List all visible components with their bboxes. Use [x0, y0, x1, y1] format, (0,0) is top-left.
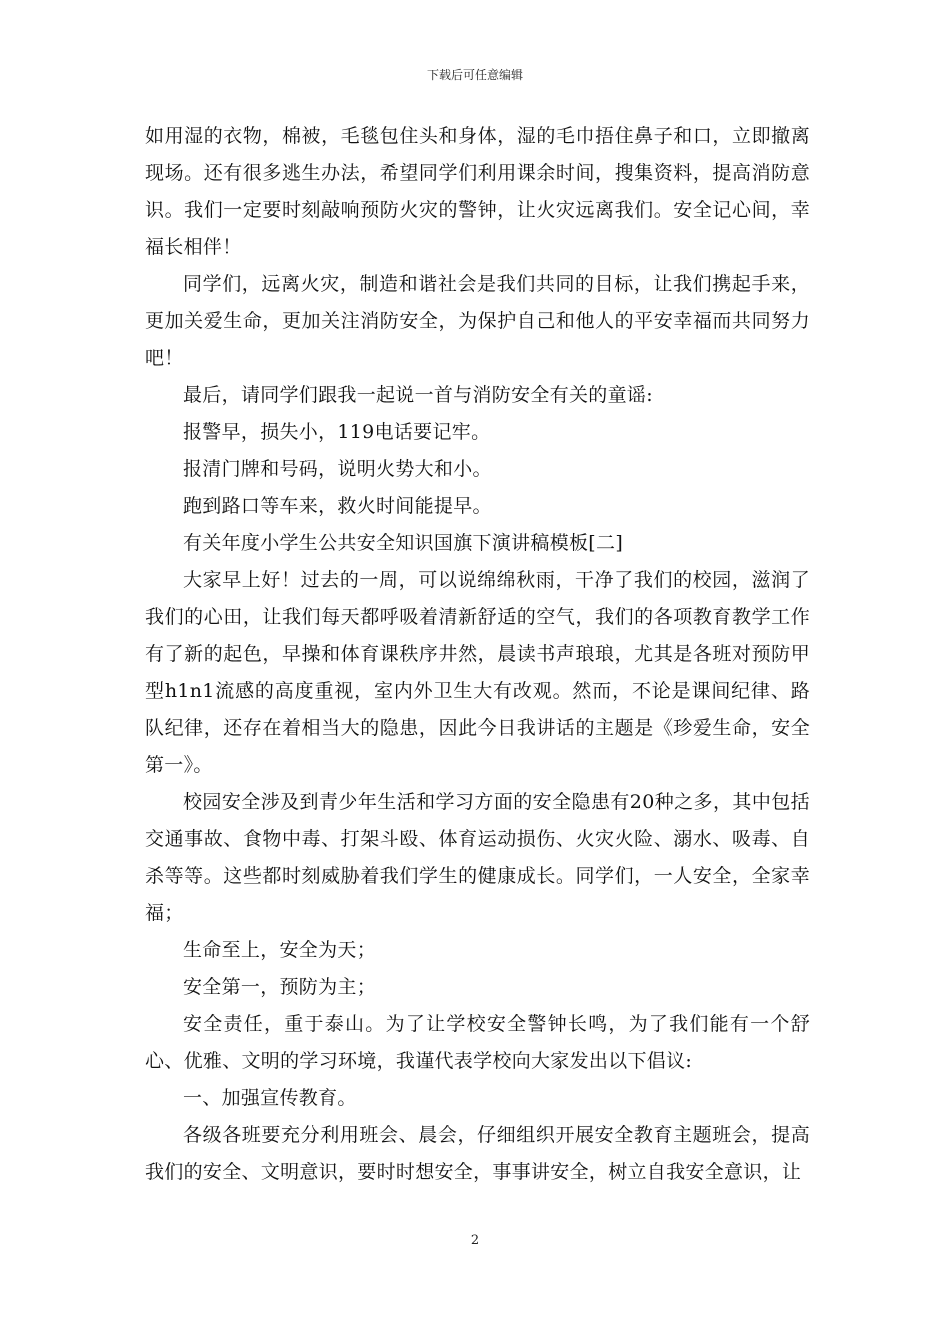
paragraph: 大家早上好！过去的一周，可以说绵绵秋雨，干净了我们的校园，滋润了我们的心田，让我们每天都呼吸着清新舒适的空气，我们的各项教育教学工作有了新的起色，早操和体育课秩序井然，晨读书声琅琅，尤其是各班对预防甲型h1n1流感的高度重视，室内外卫生大有改观。然而，不论是课间纪律、路队纪律，还存在着相当大的隐患，因此今日我讲话的主题是《珍爱生命，安全第一》。	[145, 569, 810, 776]
paragraph: 安全责任，重于泰山。为了让学校安全警钟长鸣，为了我们能有一个舒心、优雅、文明的学习环境，我谨代表学校向大家发出以下倡议:	[145, 1013, 810, 1072]
paragraph: 报警早，损失小，119电话要记牢。	[183, 421, 491, 443]
paragraph: 各级各班要充分利用班会、晨会，仔细组织开展安全教育主题班会，提高我们的安全、文明意识，要时时想安全，事事讲安全，树立自我安全意识，让	[145, 1124, 810, 1183]
paragraph: 同学们，远离火灾，制造和谐社会是我们共同的目标，让我们携起手来，更加关爱生命，更加关注消防安全，为保护自己和他人的平安幸福而共同努力吧！	[145, 273, 810, 369]
page-header: 下载后可任意编辑	[426, 68, 523, 82]
paragraph: 校园安全涉及到青少年生活和学习方面的安全隐患有20种之多，其中包括交通事故、食物中毒、打架斗殴、体育运动损伤、火灾火险、溺水、吸毒、自杀等等。这些都时刻威胁着我们学生的健康成长。同学们，一人安全，全家幸福；	[145, 791, 810, 924]
paragraph: 最后，请同学们跟我一起说一首与消防安全有关的童谣:	[183, 384, 653, 406]
paragraph: 生命至上，安全为天；	[183, 939, 377, 961]
paragraph: 报清门牌和号码，说明火势大和小。	[183, 458, 492, 480]
paragraph: 如用湿的衣物，棉被，毛毯包住头和身体，湿的毛巾捂住鼻子和口，立即撤离现场。还有很多逃生办法，希望同学们利用课余时间，搜集资料，提高消防意识。我们一定要时刻敲响预防火灾的警钟，让火灾远离我们。安全记心间，幸福长相伴！	[145, 125, 810, 258]
document-body	[145, 118, 810, 1191]
page-number: 2	[470, 1233, 480, 1248]
paragraph: 安全第一，预防为主；	[183, 976, 377, 998]
paragraph: 跑到路口等车来，救火时间能提早。	[183, 495, 492, 517]
section-heading: 有关年度小学生公共安全知识国旗下演讲稿模板[二]	[183, 532, 624, 554]
paragraph: 一、加强宣传教育。	[183, 1087, 357, 1109]
